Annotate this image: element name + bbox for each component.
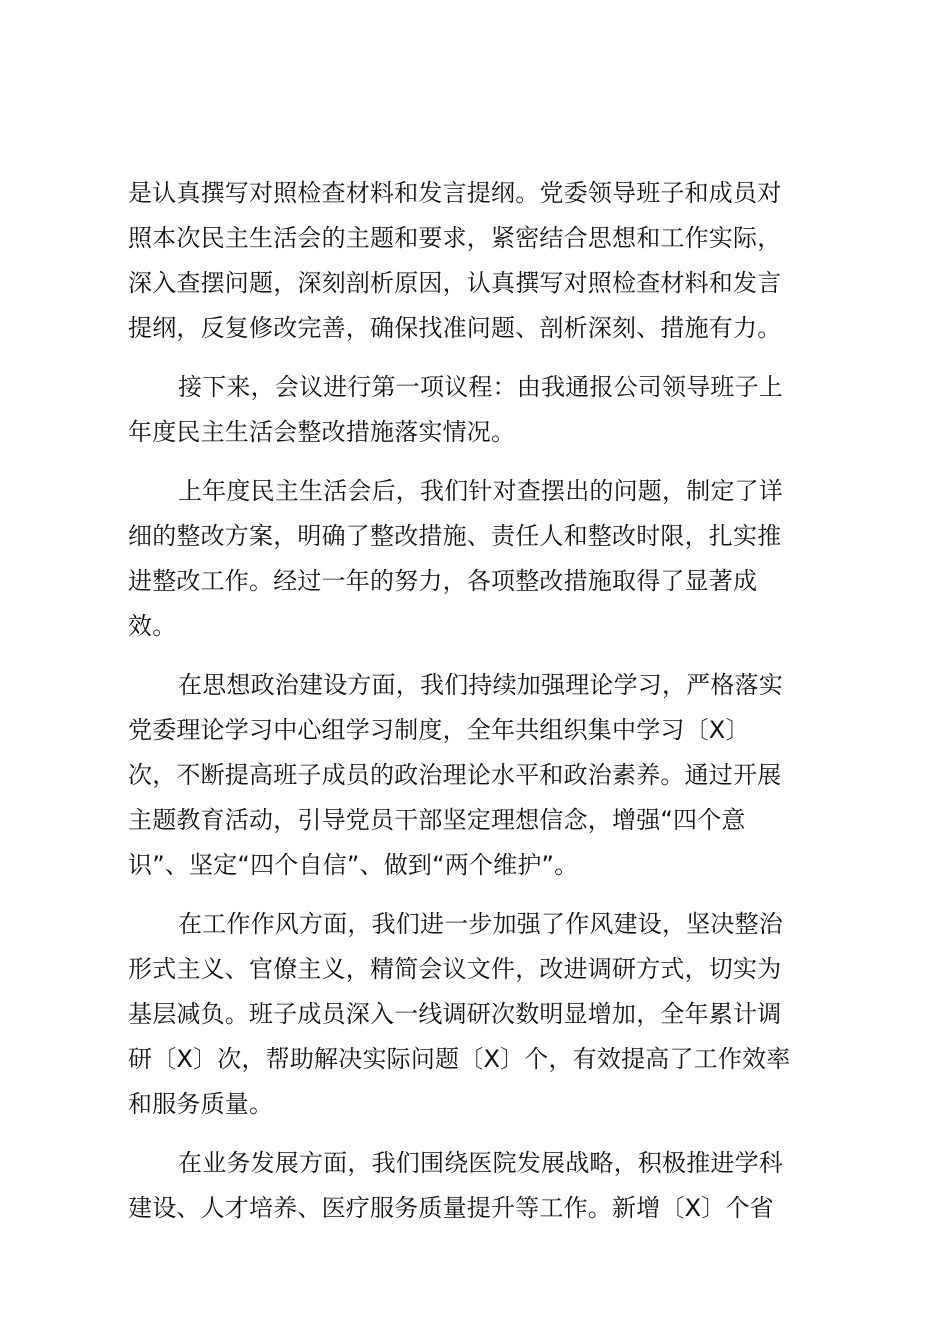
text-line: 效。 [128,612,177,640]
text-line: 党委理论学习中心组学习制度，全年共组织集中学习〔X〕 [128,716,750,744]
text-line: 在工作作风方面，我们进一步加强了作风建设，坚决整治 [178,910,783,938]
text-line: 次，不断提高班子成员的政治理论水平和政治素养。通过开展 [128,761,782,789]
paragraph-2 [128,365,828,455]
paragraph-6 [128,1141,828,1231]
text-line: 主题教育活动，引导党员干部坚定理想信念，增强“四个意 [128,806,746,834]
text-line: 进整改工作。经过一年的努力，各项整改措施取得了显著成 [128,567,758,595]
text-line: 是认真撰写对照检查材料和发言提纲。党委领导班子和成员对 [128,179,782,207]
paragraph-4 [128,663,828,888]
paragraph-5 [128,902,828,1127]
text-line: 深入查摆问题，深刻剖析原因，认真撰写对照检查材料和发言 [128,269,782,297]
text-line: 在思想政治建设方面，我们持续加强理论学习，严格落实 [178,671,783,699]
text-line: 接下来，会议进行第一项议程：由我通报公司领导班子上 [178,373,783,401]
paragraph-1 [128,171,828,351]
text-line: 在业务发展方面，我们围绕医院发展战略，积极推进学科 [178,1149,783,1177]
text-line: 研〔X〕次，帮助解决实际问题〔X〕个，有效提高了工作效率 [128,1045,791,1073]
text-line: 和服务质量。 [128,1090,274,1118]
text-line: 细的整改方案，明确了整改措施、责任人和整改时限，扎实推 [128,522,782,550]
document-body [128,171,828,1231]
text-line: 上年度民主生活会后，我们针对查摆出的问题，制定了详 [178,477,783,505]
text-line: 照本次民主生活会的主题和要求，紧密结合思想和工作实际， [128,224,782,252]
text-line: 识”、坚定“四个自信”、做到“两个维护”。 [128,851,579,879]
text-line: 建设、人才培养、医疗服务质量提升等工作。新增〔X〕个省 [128,1194,774,1222]
text-line: 年度民主生活会整改措施落实情况。 [128,418,516,446]
paragraph-3 [128,469,828,649]
text-line: 提纲，反复修改完善，确保找准问题、剖析深刻、措施有力。 [128,314,782,342]
text-line: 形式主义、官僚主义，精简会议文件，改进调研方式，切实为 [128,955,782,983]
text-line: 基层减负。班子成员深入一线调研次数明显增加，全年累计调 [128,1000,782,1028]
